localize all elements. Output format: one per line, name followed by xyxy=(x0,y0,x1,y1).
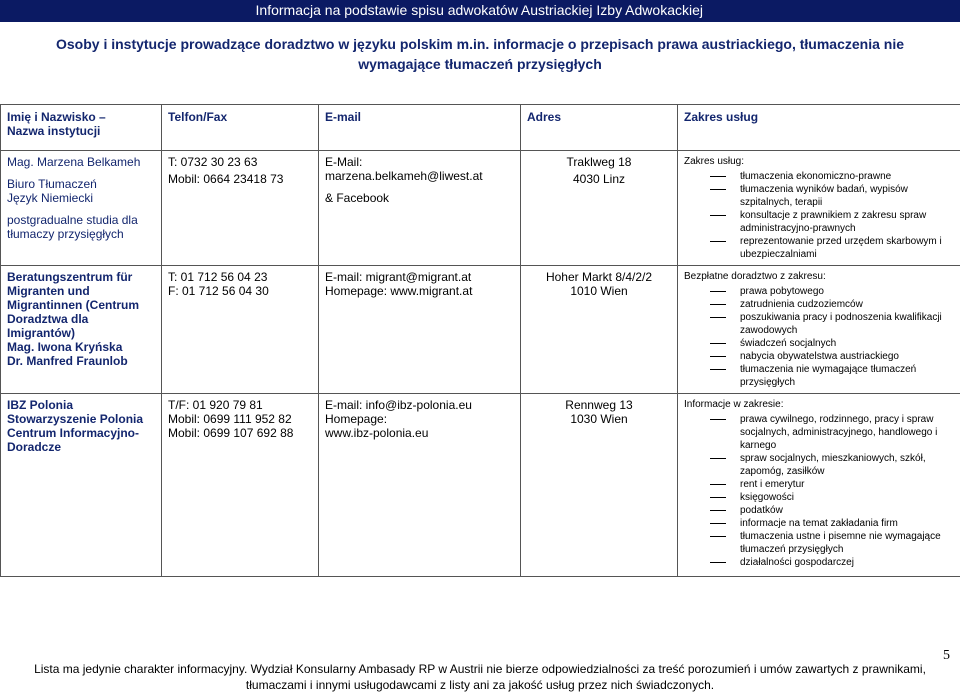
services-list xyxy=(684,170,954,261)
column-header-services: Zakres usług xyxy=(678,105,960,151)
column-header-name: Imię i Nazwisko – Nazwa instytucji xyxy=(1,105,162,151)
list-item: rent i emerytur xyxy=(684,478,954,491)
email-link[interactable]: marzena.belkameh@liwest.at xyxy=(325,169,483,183)
homepage-link[interactable]: www.ibz-polonia.eu xyxy=(325,426,429,440)
list-item: działalności gospodarczej xyxy=(684,556,954,569)
adviser-table xyxy=(0,104,960,577)
column-header-phone: Telfon/Fax xyxy=(162,105,319,151)
list-item: spraw socjalnych, mieszkaniowych, szkół, zapomóg, zasiłków xyxy=(684,452,954,478)
name-line: IBZ Polonia xyxy=(7,398,73,412)
list-item: tłumaczenia ekonomiczno-prawne xyxy=(684,170,954,183)
row-name-cell xyxy=(1,266,162,394)
name-line: Dr. Manfred Fraunlob xyxy=(7,354,128,368)
table-row xyxy=(1,151,960,266)
row-phone-cell: T: 0732 30 23 63 Mobil: 0664 23418 73 xyxy=(162,151,319,266)
name-line: Biuro Tłumaczeń xyxy=(7,177,97,191)
row-address-cell: Traklweg 18 4030 Linz xyxy=(521,151,678,266)
disclaimer-footer: Lista ma jedynie charakter informacyjny. Wydział Konsularny Ambasady RP w Austrii nie bierze odpowiedzialności za treść porozumień i umów zawartych z prawnikami, tłumaczami i innymi usługodawcami z listy ani za jakość usług przez nich świadczonych. xyxy=(34,662,926,692)
name-line: Mag. Marzena Belkameh xyxy=(7,155,141,169)
name-line: Mag. Iwona Kryńska xyxy=(7,340,123,354)
list-item: tłumaczenia nie wymagające tłumaczeń przysięgłych xyxy=(684,363,954,389)
name-line: Migrantinnen (Centrum xyxy=(7,298,139,312)
page-number: 5 xyxy=(943,648,950,663)
name-line: Język Niemiecki xyxy=(7,191,94,205)
page-title: Osoby i instytucje prowadzące doradztwo w języku polskim m.in. informacje o przepisach prawa austriackiego, tłumaczenia nie wymagające tłumaczeń przysięgłych xyxy=(55,36,904,72)
services-list xyxy=(684,413,954,569)
list-item: świadczeń socjalnych xyxy=(684,337,954,350)
row-services-cell: Bezpłatne doradztwo z zakresu: prawa pobytowego zatrudnienia cudzoziemców poszukiwania pracy i podnoszenia kwalifikacji zawodowych świadczeń socjalnych nabycia obywatelstwa austriackiego tłumaczenia nie wymagające tłumaczeń przysięgłych xyxy=(678,266,960,394)
services-list xyxy=(684,285,954,389)
column-header-email: E-mail xyxy=(319,105,521,151)
name-line: Centrum Informacyjno- xyxy=(7,426,140,440)
table-row xyxy=(1,266,960,394)
header-banner: Informacja na podstawie spisu adwokatów Austriackiej Izby Adwokackiej xyxy=(0,0,960,22)
row-email-cell: E-mail: info@ibz-polonia.eu Homepage: www.ibz-polonia.eu xyxy=(319,394,521,577)
list-item: poszukiwania pracy i podnoszenia kwalifikacji zawodowych xyxy=(684,311,954,337)
list-item: podatków xyxy=(684,504,954,517)
list-item: tłumaczenia ustne i pisemne nie wymagające tłumaczeń przysięgłych xyxy=(684,530,954,556)
row-services-cell: Zakres usług: tłumaczenia ekonomiczno-prawne tłumaczenia wyników badań, wypisów szpitalnych, terapii konsultacje z prawnikiem z zakresu spraw administracyjno-prawnych reprezentowanie przed urzędem skarbowym i ubezpieczalniami xyxy=(678,151,960,266)
list-item: księgowości xyxy=(684,491,954,504)
list-item: nabycia obywatelstwa austriackiego xyxy=(684,350,954,363)
row-email-cell xyxy=(319,266,521,394)
column-header-address: Adres xyxy=(521,105,678,151)
facebook-link[interactable]: & Facebook xyxy=(325,191,390,205)
name-line: Doradcze xyxy=(7,440,62,454)
row-address-cell: Rennweg 13 1030 Wien xyxy=(521,394,678,577)
list-item: konsultacje z prawnikiem z zakresu spraw administracyjno-prawnych xyxy=(684,209,954,235)
list-item: prawa cywilnego, rodzinnego, pracy i spraw socjalnych, administracyjnego, handlowego i karnego xyxy=(684,413,954,452)
row-phone-cell: T: 01 712 56 04 23 F: 01 712 56 04 30 xyxy=(162,266,319,394)
list-item: zatrudnienia cudzoziemców xyxy=(684,298,954,311)
name-line: postgradualne studia dla xyxy=(7,213,138,227)
name-line: Beratungszentrum für xyxy=(7,270,133,284)
list-item: informacje na temat zakładania firm xyxy=(684,517,954,530)
list-item: prawa pobytowego xyxy=(684,285,954,298)
row-services-cell: Informacje w zakresie: prawa cywilnego, rodzinnego, pracy i spraw socjalnych, administracyjnego, handlowego i karnego spraw socjalnych, mieszkaniowych, szkół, zapomóg, zasiłków rent i emerytur księgowości podatków informacje na temat zakładania firm tłumaczenia ustne i pisemne nie wymagające tłumaczeń przysięgłych działalności gospodarczej xyxy=(678,394,960,577)
email-link[interactable]: E-mail: migrant@migrant.at xyxy=(325,270,472,284)
row-address-cell: Hoher Markt 8/4/2/2 1010 Wien xyxy=(521,266,678,394)
table-row xyxy=(1,394,960,577)
list-item: tłumaczenia wyników badań, wypisów szpitalnych, terapii xyxy=(684,183,954,209)
row-email-cell: E-Mail: marzena.belkameh@liwest.at & Facebook xyxy=(319,151,521,266)
name-line: Migranten und xyxy=(7,284,90,298)
email-link[interactable]: E-mail: info@ibz-polonia.eu xyxy=(325,398,472,412)
name-line: tłumaczy przysięgłych xyxy=(7,227,124,241)
row-name-cell xyxy=(1,394,162,577)
list-item: reprezentowanie przed urzędem skarbowym i ubezpieczalniami xyxy=(684,235,954,261)
name-line: Doradztwa dla Imigrantów) xyxy=(7,312,89,340)
name-line: Stowarzyszenie Polonia xyxy=(7,412,144,426)
row-name-cell xyxy=(1,151,162,266)
homepage-link[interactable]: Homepage: www.migrant.at xyxy=(325,284,473,298)
table-header-row xyxy=(1,105,960,151)
row-phone-cell: T/F: 01 920 79 81 Mobil: 0699 111 952 82 Mobil: 0699 107 692 88 xyxy=(162,394,319,577)
